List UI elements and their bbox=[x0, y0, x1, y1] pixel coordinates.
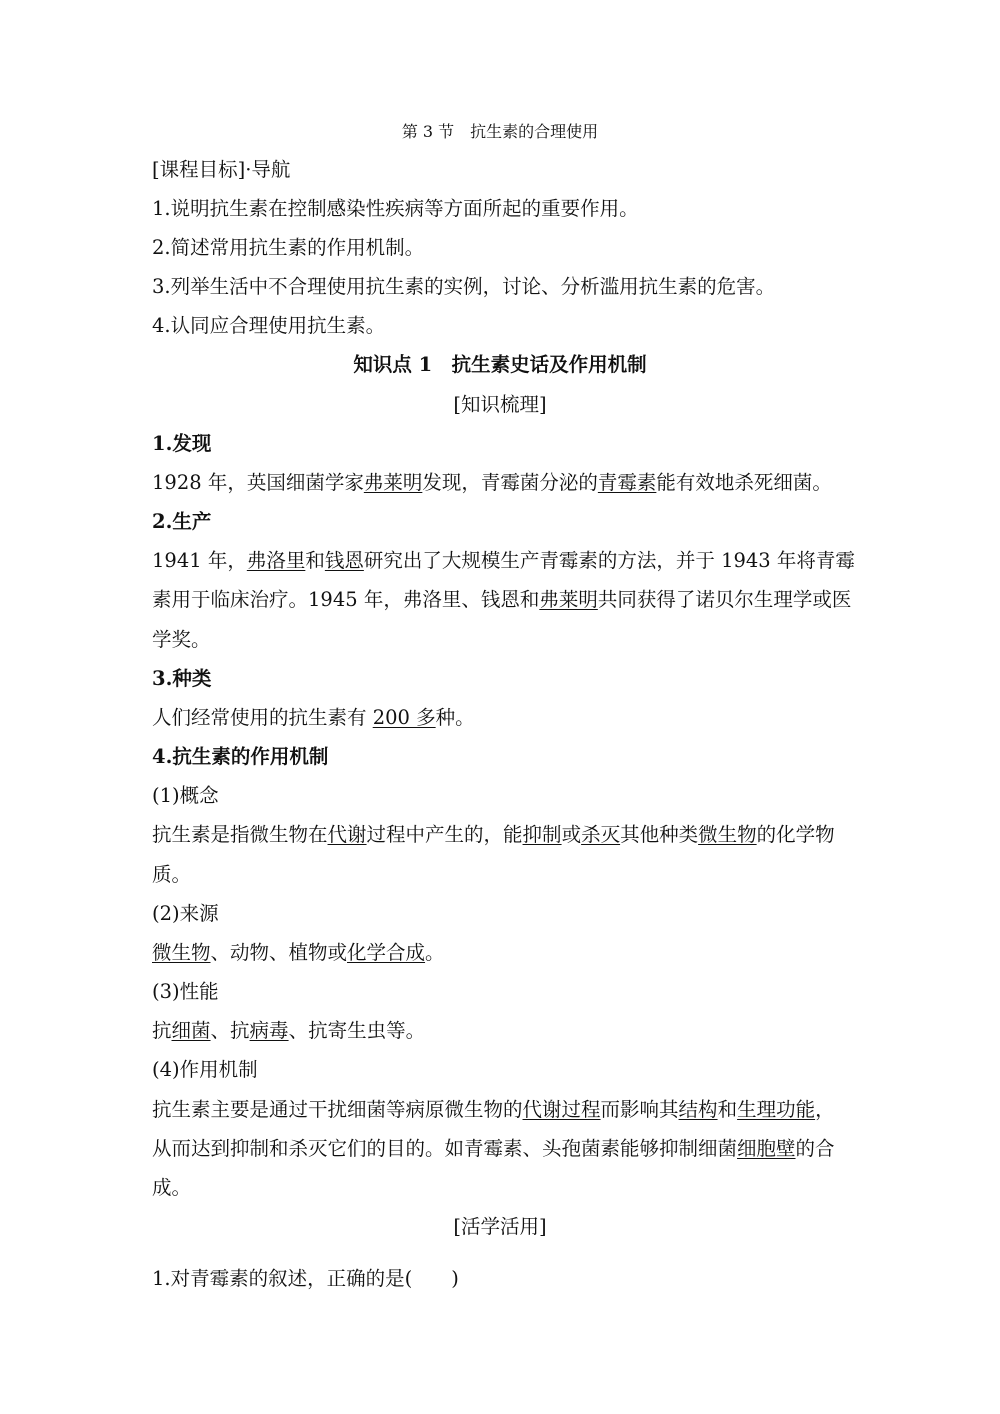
answer-blank: 代谢 bbox=[327, 823, 367, 846]
question-1: 1.对青霉素的叙述，正确的是( ) bbox=[152, 1267, 459, 1290]
text-run: 其他种类 bbox=[620, 823, 699, 846]
answer-blank: 抑制 bbox=[522, 823, 562, 846]
text-run: 和 bbox=[305, 549, 325, 572]
text-run: 抗生素是指微生物在 bbox=[152, 823, 328, 846]
text-run: 人们经常使用的抗生素有 bbox=[152, 706, 373, 729]
production-line-3: 学奖。 bbox=[152, 628, 211, 651]
text-run: 或 bbox=[561, 823, 582, 846]
discovery-heading: 1.发现 bbox=[152, 432, 212, 455]
answer-blank: 弗莱明 bbox=[539, 588, 598, 611]
knowledge-review-header: [知识梳理] bbox=[453, 393, 547, 416]
answer-blank: 代谢过程 bbox=[522, 1098, 601, 1121]
text-run: 、动物、植物或 bbox=[210, 941, 348, 964]
text-run: 而影响其 bbox=[600, 1098, 679, 1121]
objectives-header: [课程目标]·导航 bbox=[152, 158, 291, 181]
text-run: 共同获得了诺贝尔生理学或医 bbox=[597, 588, 852, 611]
text-run: 过程中产生的，能 bbox=[366, 823, 523, 846]
answer-blank: 病毒 bbox=[249, 1019, 289, 1042]
text-run: 。 bbox=[425, 941, 445, 964]
objective-item-4: 4.认同应合理使用抗生素。 bbox=[152, 314, 386, 337]
property-line-1 bbox=[152, 1018, 852, 1044]
knowledge-point-title: 知识点 1 抗生素史话及作用机制 bbox=[353, 353, 647, 376]
concept-line-1 bbox=[152, 822, 852, 848]
action-line-2 bbox=[152, 1136, 852, 1162]
answer-blank: 微生物 bbox=[152, 941, 211, 964]
types-line-1 bbox=[152, 705, 852, 731]
answer-blank: 200 多 bbox=[372, 706, 436, 729]
answer-blank: 化学合成 bbox=[347, 941, 426, 964]
production-heading: 2.生产 bbox=[152, 510, 212, 533]
source-line-1 bbox=[152, 940, 852, 966]
answer-blank: 细胞壁 bbox=[737, 1137, 796, 1160]
text-run: 的化学物 bbox=[756, 823, 835, 846]
text-run: 1941 年， bbox=[152, 549, 247, 572]
property-heading: (3)性能 bbox=[152, 980, 219, 1003]
text-run: 1928 年，英国细菌学家 bbox=[152, 471, 364, 494]
concept-line-2: 质。 bbox=[152, 863, 192, 886]
text-run: 能有效地杀死细菌。 bbox=[656, 471, 832, 494]
text-run: 种。 bbox=[435, 706, 475, 729]
answer-blank: 弗洛里 bbox=[246, 549, 306, 572]
answer-blank: 青霉素 bbox=[597, 471, 657, 494]
mechanism-heading: 4.抗生素的作用机制 bbox=[152, 745, 329, 768]
answer-blank: 弗莱明 bbox=[363, 471, 423, 494]
text-run: 的合 bbox=[795, 1137, 835, 1160]
source-heading: (2)来源 bbox=[152, 902, 219, 925]
text-run: 从而达到抑制和杀灭它们的目的。如青霉素、头孢菌素能够抑制细菌 bbox=[152, 1137, 738, 1160]
production-line-2 bbox=[152, 587, 852, 613]
action-heading: (4)作用机制 bbox=[152, 1058, 258, 1081]
objective-item-2: 2.简述常用抗生素的作用机制。 bbox=[152, 236, 425, 259]
concept-heading: (1)概念 bbox=[152, 784, 219, 807]
objective-item-3: 3.列举生活中不合理使用抗生素的实例，讨论、分析滥用抗生素的危害。 bbox=[152, 275, 776, 298]
answer-blank: 结构 bbox=[678, 1098, 718, 1121]
text-run: 研究出了大规模生产青霉素的方法，并于 1943 年将青霉 bbox=[363, 549, 855, 572]
text-run: 、抗 bbox=[210, 1019, 250, 1042]
text-run: 、抗寄生虫等。 bbox=[288, 1019, 426, 1042]
answer-blank: 细菌 bbox=[171, 1019, 211, 1042]
text-run: ， bbox=[815, 1098, 835, 1121]
practice-header: [活学活用] bbox=[453, 1215, 547, 1238]
objective-item-1: 1.说明抗生素在控制感染性疾病等方面所起的重要作用。 bbox=[152, 197, 639, 220]
section-title: 第 3 节 抗生素的合理使用 bbox=[401, 122, 599, 141]
discovery-line-1 bbox=[152, 470, 852, 496]
answer-blank: 杀灭 bbox=[581, 823, 621, 846]
text-run: 素用于临床治疗。1945 年，弗洛里、钱恩和 bbox=[152, 588, 540, 611]
action-line-1 bbox=[152, 1097, 852, 1123]
text-run: 发现，青霉菌分泌的 bbox=[422, 471, 598, 494]
text-run: 和 bbox=[717, 1098, 738, 1121]
answer-blank: 钱恩 bbox=[324, 549, 364, 572]
action-line-3: 成。 bbox=[152, 1176, 192, 1199]
answer-blank: 微生物 bbox=[698, 823, 757, 846]
text-run: 抗 bbox=[152, 1019, 172, 1042]
text-run: 抗生素主要是通过干扰细菌等病原微生物的 bbox=[152, 1098, 523, 1121]
types-heading: 3.种类 bbox=[152, 667, 212, 690]
production-line-1 bbox=[152, 548, 855, 574]
answer-blank: 生理功能 bbox=[737, 1098, 816, 1121]
